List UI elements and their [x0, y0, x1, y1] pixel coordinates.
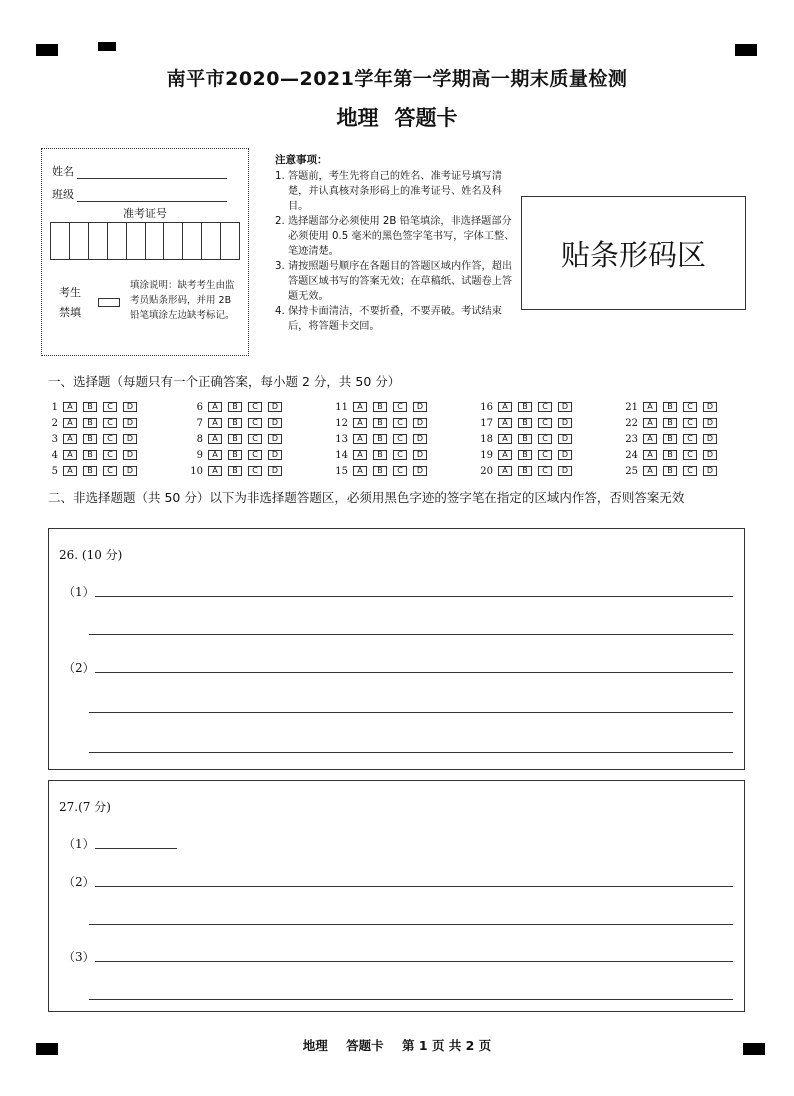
mc-option-a[interactable]: A — [353, 418, 367, 428]
mc-option-a[interactable]: A — [208, 450, 222, 460]
mc-question-number: 13 — [335, 433, 348, 445]
mc-question-number: 20 — [480, 465, 493, 477]
mc-option-b[interactable]: B — [518, 450, 532, 460]
mc-option-c[interactable]: C — [683, 434, 697, 444]
answer-line[interactable] — [89, 752, 733, 753]
mc-question-number: 1 — [51, 401, 58, 413]
mc-question-row — [473, 448, 578, 462]
note-item: 4. 保持卡面清洁，不要折叠，不要弄破。考试结束后，将答题卡交回。 — [288, 304, 515, 334]
note-item: 1. 答题前，考生先将自己的姓名、准考证号填写清楚，并认真核对条形码上的准考证号、姓名及科目。 — [288, 169, 515, 214]
mc-option-d[interactable]: D — [558, 466, 572, 476]
mc-option-b[interactable]: B — [663, 450, 677, 460]
answer-line[interactable] — [89, 924, 733, 925]
mc-option-d[interactable]: D — [703, 450, 717, 460]
footer-subject: 地理 — [302, 1038, 328, 1053]
mc-question-number: 19 — [480, 449, 493, 461]
mc-option-c[interactable]: C — [248, 466, 262, 476]
id-cell[interactable] — [127, 223, 146, 259]
note-item: 3. 请按照题号顺序在各题目的答题区域内作答，超出答题区域书写的答案无效；在草稿纸、试题卷上答题无效。 — [288, 259, 515, 304]
answer-line[interactable] — [95, 848, 177, 849]
mc-option-a[interactable]: A — [353, 402, 367, 412]
mc-question-row — [38, 464, 143, 478]
mc-question-number: 25 — [625, 465, 638, 477]
mc-option-a[interactable]: A — [63, 402, 77, 412]
mc-question-number: 17 — [480, 417, 493, 429]
mc-option-d[interactable]: D — [413, 450, 427, 460]
mc-option-a[interactable]: A — [498, 418, 512, 428]
q26-title: 26. (10 分) — [59, 548, 123, 562]
mc-option-a[interactable]: A — [498, 402, 512, 412]
section2-title: 二、非选择题题（共 50 分）以下为非选择题答题区，必须用黑色字迹的签字笔在指定的区域内作答，否则答案无效 — [48, 490, 685, 505]
q27-part1-label: （1） — [63, 837, 95, 851]
mc-option-a[interactable]: A — [208, 418, 222, 428]
mc-option-c[interactable]: C — [393, 402, 407, 412]
mc-option-d[interactable]: D — [268, 434, 282, 444]
mc-option-c[interactable]: C — [393, 450, 407, 460]
mc-question-number: 14 — [335, 449, 348, 461]
mc-option-d[interactable]: D — [268, 450, 282, 460]
class-field[interactable] — [77, 201, 227, 202]
mc-question-row — [618, 464, 723, 478]
alignment-mark-top-left — [36, 44, 58, 56]
mc-option-c[interactable]: C — [103, 434, 117, 444]
mc-question-row — [328, 464, 433, 478]
mc-option-d[interactable]: D — [413, 402, 427, 412]
answer-line[interactable] — [95, 672, 733, 673]
class-label: 班级 — [52, 188, 74, 201]
mc-option-d[interactable]: D — [123, 450, 137, 460]
mc-option-c[interactable]: C — [538, 466, 552, 476]
mc-question-row — [328, 400, 433, 414]
alignment-mark-top-right — [735, 44, 757, 56]
answer-line[interactable] — [89, 634, 733, 635]
mc-question-row — [183, 432, 288, 446]
mc-option-d[interactable]: D — [413, 466, 427, 476]
mc-option-c[interactable]: C — [248, 402, 262, 412]
mc-question-row — [618, 416, 723, 430]
mc-option-c[interactable]: C — [538, 434, 552, 444]
q27-part3-label: （3） — [63, 950, 95, 964]
mc-option-b[interactable]: B — [518, 466, 532, 476]
mc-question-number: 6 — [196, 401, 203, 413]
mc-option-a[interactable]: A — [63, 450, 77, 460]
mc-question-number: 16 — [480, 401, 493, 413]
mc-option-c[interactable]: C — [393, 418, 407, 428]
mc-option-d[interactable]: D — [703, 466, 717, 476]
absent-label-2: 禁填 — [59, 306, 81, 319]
subject-label: 地理 — [336, 106, 379, 130]
exam-title: 南平市2020—2021学年第一学期高一期末质量检测 — [166, 68, 628, 90]
mc-option-b[interactable]: B — [228, 450, 242, 460]
mc-option-a[interactable]: A — [353, 466, 367, 476]
mc-option-c[interactable]: C — [393, 434, 407, 444]
mc-question-row — [328, 432, 433, 446]
mc-option-b[interactable]: B — [83, 418, 97, 428]
footer-card: 答题卡 — [346, 1038, 384, 1053]
mc-option-b[interactable]: B — [663, 418, 677, 428]
mc-option-c[interactable]: C — [393, 466, 407, 476]
mc-question-row — [38, 432, 143, 446]
mc-option-d[interactable]: D — [123, 402, 137, 412]
mc-question-number: 24 — [625, 449, 638, 461]
q27-answer-box — [48, 780, 745, 1012]
mc-option-a[interactable]: A — [643, 466, 657, 476]
mc-option-a[interactable]: A — [63, 466, 77, 476]
mc-option-a[interactable]: A — [353, 450, 367, 460]
mc-option-b[interactable]: B — [228, 418, 242, 428]
mc-option-b[interactable]: B — [228, 434, 242, 444]
mc-question-number: 22 — [625, 417, 638, 429]
student-info-box — [41, 148, 249, 356]
mc-option-c[interactable]: C — [103, 418, 117, 428]
id-cell[interactable] — [221, 223, 239, 259]
mc-option-a[interactable]: A — [208, 402, 222, 412]
id-cell[interactable] — [202, 223, 221, 259]
mc-option-a[interactable]: A — [63, 434, 77, 444]
mc-option-a[interactable]: A — [643, 402, 657, 412]
id-cell[interactable] — [164, 223, 183, 259]
mc-option-d[interactable]: D — [123, 418, 137, 428]
mc-option-b[interactable]: B — [663, 402, 677, 412]
mc-option-c[interactable]: C — [103, 450, 117, 460]
mc-option-a[interactable]: A — [643, 434, 657, 444]
mc-question-number: 8 — [196, 433, 203, 445]
absent-label-1: 考生 — [59, 286, 81, 299]
mc-option-d[interactable]: D — [703, 434, 717, 444]
mc-question-row — [183, 400, 288, 414]
id-cell[interactable] — [70, 223, 89, 259]
mc-question-number: 9 — [196, 449, 203, 461]
id-cell[interactable] — [89, 223, 108, 259]
mc-option-c[interactable]: C — [683, 402, 697, 412]
mc-option-b[interactable]: B — [373, 466, 387, 476]
mc-option-d[interactable]: D — [703, 402, 717, 412]
mc-option-d[interactable]: D — [558, 418, 572, 428]
note-item: 2. 选择题部分必须使用 2B 铅笔填涂，非选择题部分必须使用 0.5 毫米的黑色签字笔书写，字体工整、笔迹清楚。 — [288, 214, 515, 259]
id-cell[interactable] — [146, 223, 165, 259]
q26-part1-label: （1） — [63, 585, 95, 599]
mc-option-d[interactable]: D — [268, 466, 282, 476]
q27-title: 27.(7 分) — [59, 800, 111, 814]
mc-option-c[interactable]: C — [538, 450, 552, 460]
mc-option-c[interactable]: C — [683, 450, 697, 460]
mc-option-c[interactable]: C — [103, 466, 117, 476]
mc-option-c[interactable]: C — [248, 450, 262, 460]
mc-question-row — [473, 464, 578, 478]
mc-option-d[interactable]: D — [123, 434, 137, 444]
mc-option-b[interactable]: B — [373, 418, 387, 428]
mc-question-number: 2 — [51, 417, 58, 429]
mc-question-row — [328, 448, 433, 462]
mc-option-c[interactable]: C — [103, 402, 117, 412]
mc-question-number: 23 — [625, 433, 638, 445]
mc-option-b[interactable]: B — [83, 466, 97, 476]
mc-question-number: 10 — [190, 465, 203, 477]
mc-option-b[interactable]: B — [228, 466, 242, 476]
mc-option-a[interactable]: A — [498, 434, 512, 444]
mc-question-number: 3 — [51, 433, 58, 445]
mc-question-row — [38, 416, 143, 430]
mc-question-number: 4 — [51, 449, 58, 461]
mc-question-number: 7 — [196, 417, 203, 429]
mc-option-a[interactable]: A — [63, 418, 77, 428]
mc-question-row — [473, 416, 578, 430]
mc-question-number: 5 — [51, 465, 58, 477]
mc-option-b[interactable]: B — [228, 402, 242, 412]
mc-option-d[interactable]: D — [703, 418, 717, 428]
answer-line[interactable] — [95, 596, 733, 597]
answer-line[interactable] — [89, 999, 733, 1000]
mc-question-number: 11 — [335, 401, 348, 413]
mc-question-number: 21 — [625, 401, 638, 413]
mc-option-d[interactable]: D — [413, 434, 427, 444]
absent-note: 填涂说明：缺考考生由监考员贴条形码，并用 2B 铅笔填涂左边缺考标记。 — [130, 280, 235, 321]
q26-part2-label: （2） — [63, 661, 95, 675]
mc-option-c[interactable]: C — [538, 402, 552, 412]
mc-option-d[interactable]: D — [413, 418, 427, 428]
mc-option-a[interactable]: A — [498, 450, 512, 460]
answer-line[interactable] — [95, 961, 733, 962]
notes-heading: 注意事项： — [275, 154, 328, 166]
mc-question-row — [183, 416, 288, 430]
id-cell[interactable] — [183, 223, 202, 259]
mc-question-row — [473, 400, 578, 414]
name-label: 姓名 — [52, 165, 74, 178]
mc-option-d[interactable]: D — [123, 466, 137, 476]
answer-line[interactable] — [95, 886, 733, 887]
mc-option-a[interactable]: A — [353, 434, 367, 444]
exam-id-label: 准考证号 — [123, 207, 167, 220]
mc-option-b[interactable]: B — [83, 434, 97, 444]
mc-option-c[interactable]: C — [683, 466, 697, 476]
mc-option-b[interactable]: B — [83, 402, 97, 412]
mc-question-row — [473, 432, 578, 446]
q26-answer-box — [48, 528, 745, 770]
mc-question-number: 18 — [480, 433, 493, 445]
mc-question-row — [38, 448, 143, 462]
barcode-area: 贴条形码区 — [521, 196, 746, 310]
q27-part2-label: （2） — [63, 875, 95, 889]
notes-section — [275, 153, 515, 334]
id-cell[interactable] — [108, 223, 127, 259]
card-label: 答题卡 — [394, 106, 458, 130]
mc-question-row — [618, 432, 723, 446]
mc-option-b[interactable]: B — [518, 418, 532, 428]
absent-mark-box[interactable] — [98, 298, 120, 307]
mc-question-number: 12 — [335, 417, 348, 429]
mc-option-b[interactable]: B — [663, 466, 677, 476]
mc-option-b[interactable]: B — [373, 450, 387, 460]
footer-page: 第 1 页 共 2 页 — [402, 1038, 492, 1053]
mc-question-row — [38, 400, 143, 414]
mc-option-d[interactable]: D — [558, 402, 572, 412]
answer-line[interactable] — [89, 712, 733, 713]
section1-title: 一、选择题（每题只有一个正确答案，每小题 2 分，共 50 分） — [48, 374, 401, 389]
mc-question-row — [328, 416, 433, 430]
alignment-mark-top-left-2 — [98, 42, 116, 51]
name-field[interactable] — [77, 178, 227, 179]
mc-question-row — [618, 448, 723, 462]
mc-option-b[interactable]: B — [518, 434, 532, 444]
mc-option-b[interactable]: B — [663, 434, 677, 444]
mc-question-row — [183, 448, 288, 462]
mc-option-d[interactable]: D — [558, 434, 572, 444]
mc-option-c[interactable]: C — [683, 418, 697, 428]
mc-option-b[interactable]: B — [373, 402, 387, 412]
mc-option-a[interactable]: A — [208, 466, 222, 476]
mc-option-d[interactable]: D — [268, 418, 282, 428]
mc-question-row — [618, 400, 723, 414]
mc-option-a[interactable]: A — [498, 466, 512, 476]
exam-id-grid[interactable] — [50, 222, 240, 260]
mc-option-a[interactable]: A — [208, 434, 222, 444]
mc-option-c[interactable]: C — [248, 434, 262, 444]
mc-option-b[interactable]: B — [83, 450, 97, 460]
mc-option-d[interactable]: D — [268, 402, 282, 412]
mc-option-c[interactable]: C — [538, 418, 552, 428]
mc-option-c[interactable]: C — [248, 418, 262, 428]
mc-option-b[interactable]: B — [373, 434, 387, 444]
mc-option-a[interactable]: A — [643, 418, 657, 428]
mc-option-a[interactable]: A — [643, 450, 657, 460]
mc-question-number: 15 — [335, 465, 348, 477]
id-cell[interactable] — [51, 223, 70, 259]
page-footer — [0, 1036, 794, 1054]
mc-option-d[interactable]: D — [558, 450, 572, 460]
card-title — [0, 102, 794, 132]
mc-question-row — [183, 464, 288, 478]
mc-option-b[interactable]: B — [518, 402, 532, 412]
